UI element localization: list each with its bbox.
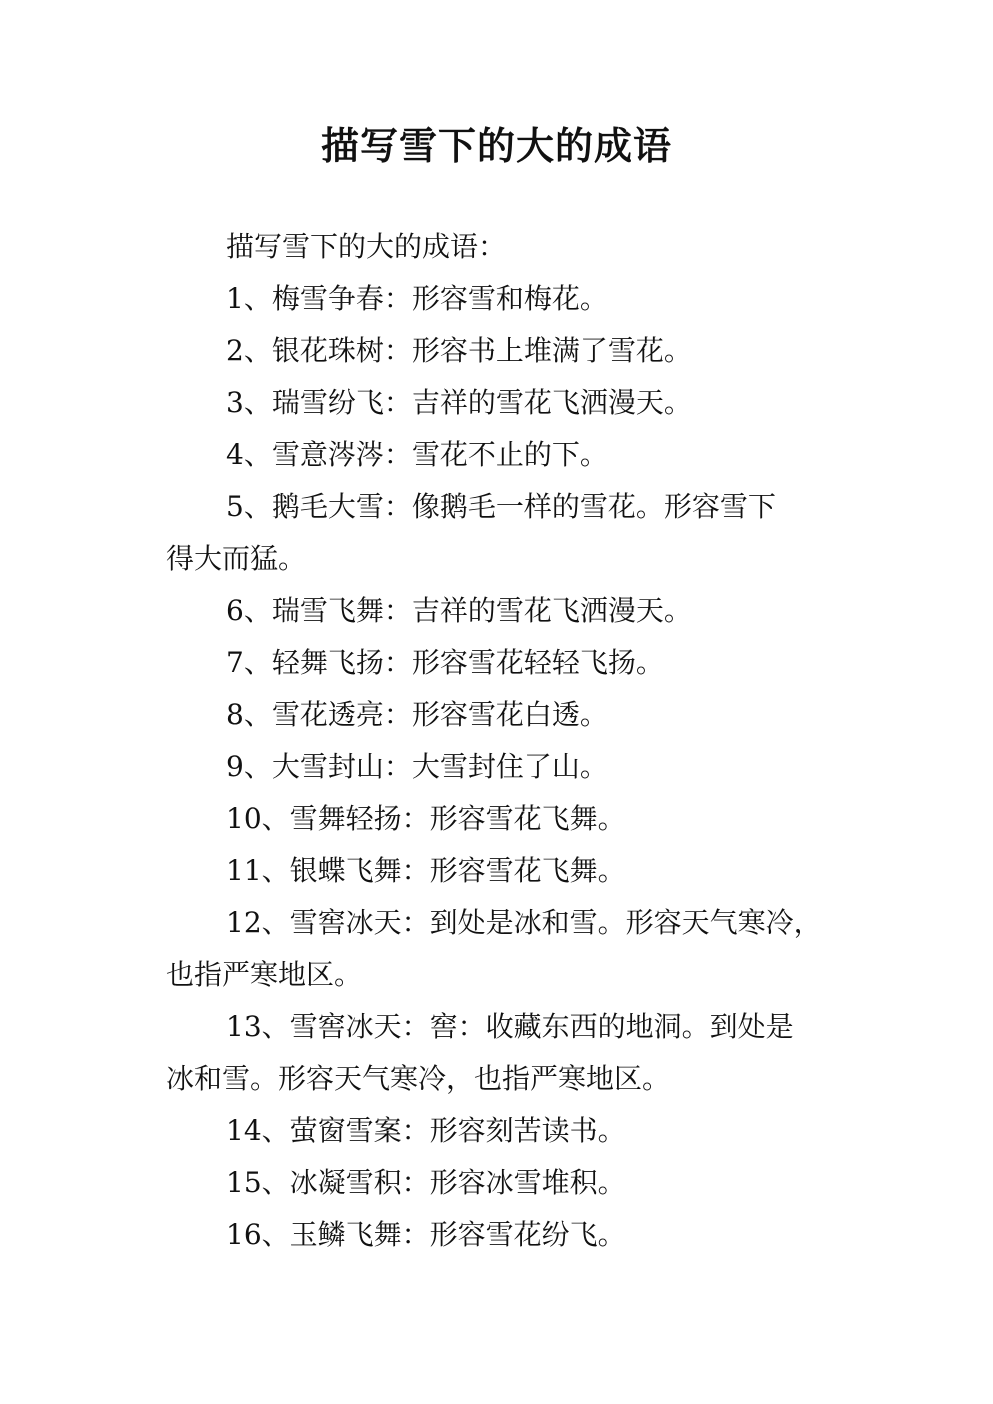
idiom-text: 13、雪窖冰天：窖：收藏东西的地洞。到处是 (226, 1010, 794, 1043)
idiom-text: 1、梅雪争春：形容雪和梅花。 (226, 282, 608, 315)
page-title: 描写雪下的大的成语 (320, 124, 672, 168)
idiom-text: 11、银蝶飞舞：形容雪花飞舞。 (226, 854, 626, 887)
idiom-item-3 (166, 377, 856, 429)
idiom-text-continued: 冰和雪。形容天气寒冷，也指严寒地区。 (166, 1062, 671, 1095)
idiom-text-continued: 得大而猛。 (166, 542, 307, 575)
idiom-item-6 (166, 585, 856, 637)
idiom-text: 7、轻舞飞扬：形容雪花轻轻飞扬。 (226, 646, 664, 679)
idiom-text: 10、雪舞轻扬：形容雪花飞舞。 (226, 802, 626, 835)
idiom-text: 9、大雪封山：大雪封住了山。 (226, 750, 608, 783)
idiom-item-2 (166, 325, 856, 377)
idiom-item-14 (166, 1105, 856, 1157)
idiom-item-16 (166, 1209, 856, 1261)
idiom-text: 15、冰凝雪积：形容冰雪堆积。 (226, 1166, 626, 1199)
idiom-text: 16、玉鳞飞舞：形容雪花纷飞。 (226, 1218, 626, 1251)
idiom-text-continued: 也指严寒地区。 (166, 958, 363, 991)
idiom-item-11 (166, 845, 856, 897)
idiom-text: 3、瑞雪纷飞：吉祥的雪花飞洒漫天。 (226, 386, 692, 419)
idiom-item-8 (166, 689, 856, 741)
idiom-text: 4、雪意涔涔：雪花不止的下。 (226, 438, 608, 471)
idiom-text: 6、瑞雪飞舞：吉祥的雪花飞洒漫天。 (226, 594, 692, 627)
idiom-text: 8、雪花透亮：形容雪花白透。 (226, 698, 608, 731)
intro-paragraph: 描写雪下的大的成语： (226, 230, 507, 263)
idiom-item-4 (166, 429, 856, 481)
idiom-text: 5、鹅毛大雪：像鹅毛一样的雪花。形容雪下 (226, 490, 776, 523)
idiom-item-13 (166, 1001, 856, 1105)
idiom-text: 12、雪窖冰天：到处是冰和雪。形容天气寒冷， (226, 906, 822, 939)
document-body (166, 221, 856, 1261)
idiom-item-7 (166, 637, 856, 689)
idiom-item-1 (166, 273, 856, 325)
idiom-text: 14、萤窗雪案：形容刻苦读书。 (226, 1114, 626, 1147)
idiom-item-15 (166, 1157, 856, 1209)
idiom-item-9 (166, 741, 856, 793)
idiom-item-5 (166, 481, 856, 585)
idiom-item-10 (166, 793, 856, 845)
idiom-text: 2、银花珠树：形容书上堆满了雪花。 (226, 334, 692, 367)
idiom-item-12 (166, 897, 856, 1001)
